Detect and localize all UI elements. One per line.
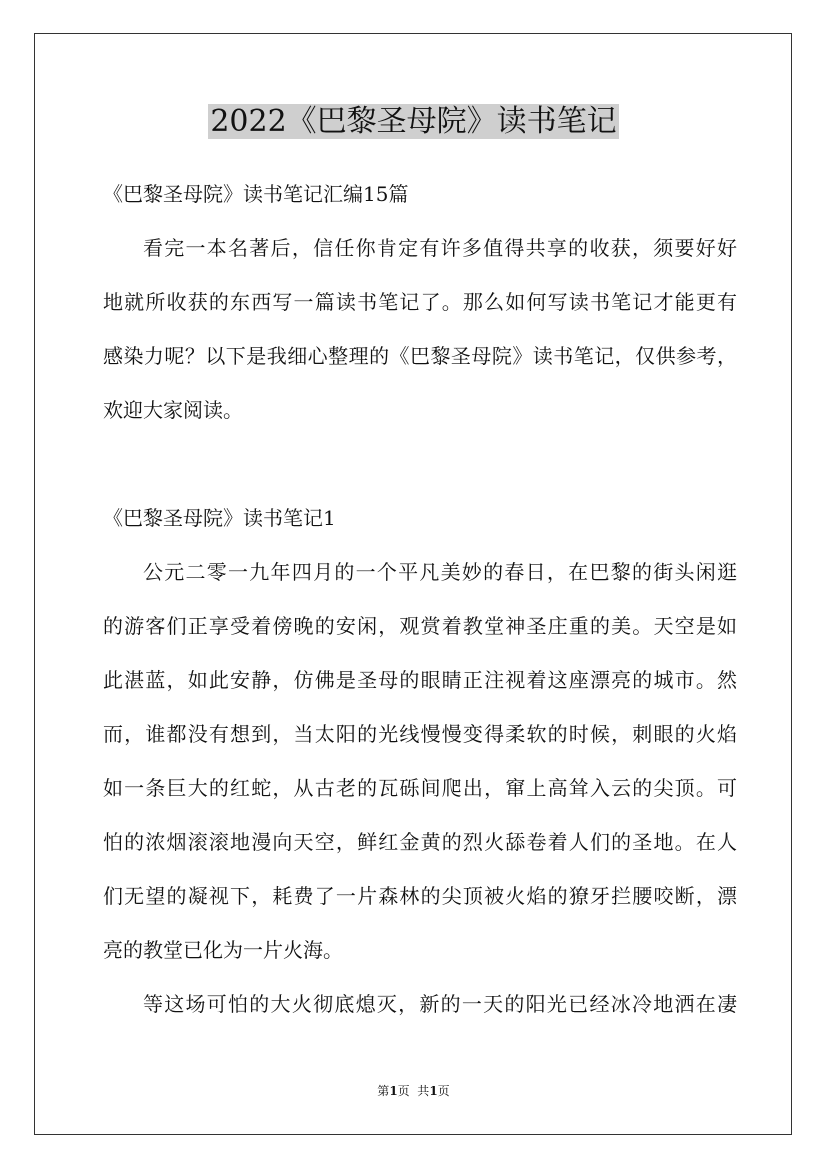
section-heading: 《巴黎圣母院》读书笔记1 [103, 506, 336, 530]
footer-suffix: 页 [437, 1084, 450, 1098]
intro-line: 地就所收获的东西写一篇读书笔记了。那么如何写读书笔记才能更有 [103, 290, 737, 314]
footer-mid: 页 共 [397, 1084, 430, 1098]
page-footer [0, 1082, 827, 1100]
body-line: 的游客们正享受着傍晚的安闲，观赏着教堂神圣庄重的美。天空是如 [103, 614, 737, 638]
footer-current-page: 1 [389, 1084, 398, 1098]
body-line: 如一条巨大的红蛇，从古老的瓦砾间爬出，窜上高耸入云的尖顶。可 [103, 776, 737, 800]
body-line: 公元二零一九年四月的一个平凡美妙的春日，在巴黎的街头闲逛 [143, 560, 737, 584]
body-line: 亮的教堂已化为一片火海。 [103, 938, 343, 962]
body-line: 怕的浓烟滚滚地漫向天空，鲜红金黄的烈火舔卷着人们的圣地。在人 [103, 830, 737, 854]
document-title [0, 100, 827, 144]
intro-line: 看完一本名著后，信任你肯定有许多值得共享的收获，须要好好 [143, 236, 737, 260]
body-line: 等这场可怕的大火彻底熄灭，新的一天的阳光已经冰冷地洒在凄 [143, 992, 737, 1016]
body-line: 们无望的凝视下，耗费了一片森林的尖顶被火焰的獠牙拦腰咬断，漂 [103, 884, 737, 908]
body-line: 而，谁都没有想到，当太阳的光线慢慢变得柔软的时候，刺眼的火焰 [103, 722, 737, 746]
intro-line: 欢迎大家阅读。 [103, 398, 243, 422]
document-subtitle: 《巴黎圣母院》读书笔记汇编15篇 [103, 182, 409, 206]
document-title-text: 2022《巴黎圣母院》读书笔记 [210, 104, 617, 139]
footer-total-pages: 1 [429, 1084, 438, 1098]
body-line: 此湛蓝，如此安静，仿佛是圣母的眼睛正注视着这座漂亮的城市。然 [103, 668, 737, 692]
intro-line: 感染力呢？以下是我细心整理的《巴黎圣母院》读书笔记，仅供参考， [103, 344, 737, 368]
footer-prefix: 第 [377, 1084, 390, 1098]
